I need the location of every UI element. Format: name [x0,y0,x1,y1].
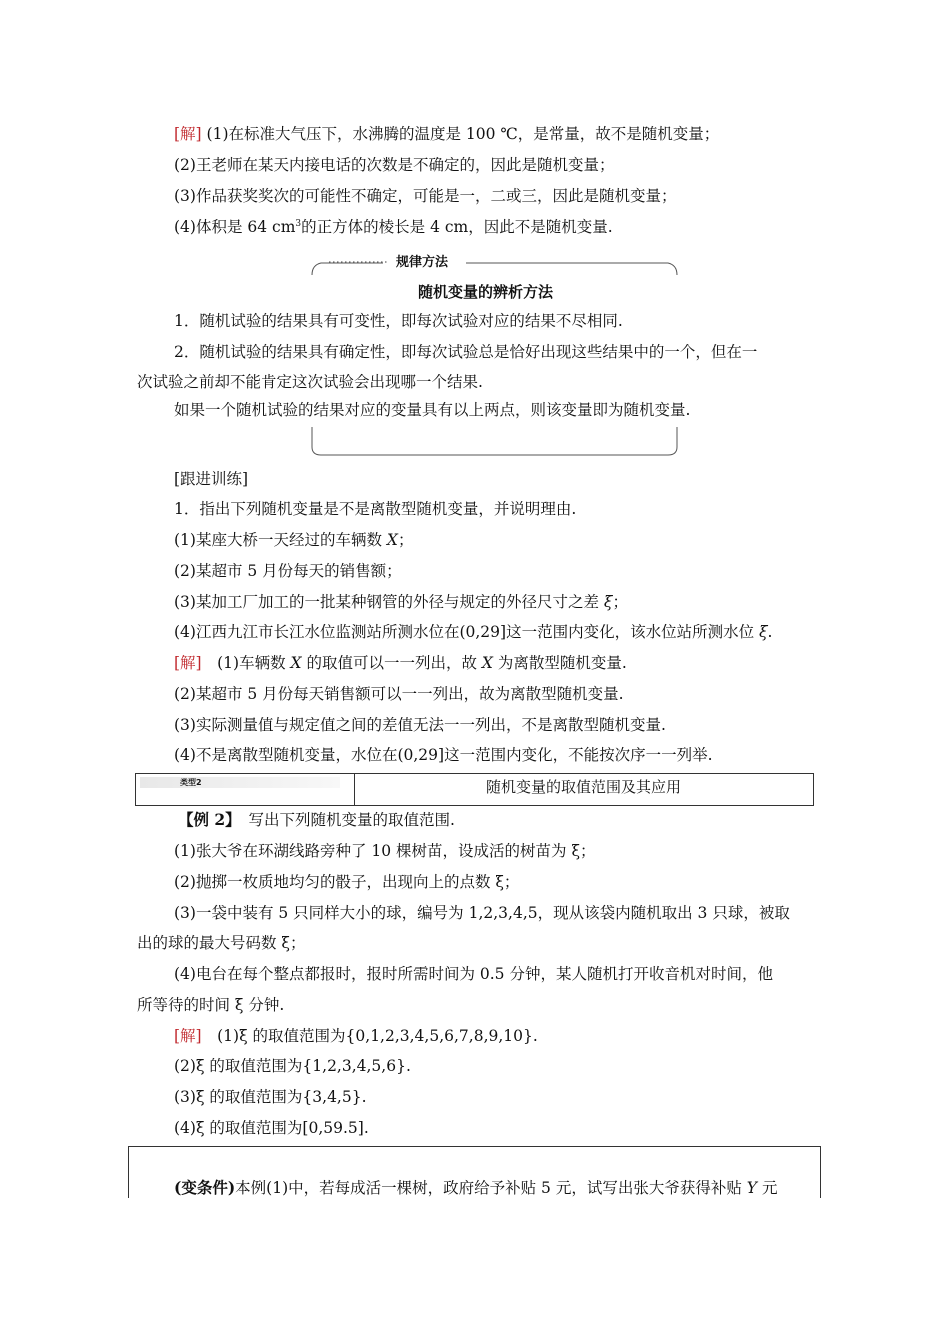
text: ； [397,531,414,549]
example-solution-2: (2)ξ 的取值范围为{1,2,3,4,5,6}. [174,1057,411,1075]
practice-answer-1 [174,653,627,673]
solution-line-4-part-b: 的正方体的棱长是 4 cm，因此不是随机变量. [301,218,613,236]
variant-text [174,1178,777,1198]
practice-heading: [跟进训练] [174,470,249,488]
variable: X [386,531,398,549]
section-header [135,773,814,806]
practice-item-4 [174,622,772,642]
text: 元 [757,1179,778,1197]
superscript: 3 [295,219,302,229]
text: (1)某座大桥一天经过的车辆数 [174,531,387,549]
solution-line-1 [174,124,719,144]
practice-answer-3: (3)实际测量值与规定值之间的差值无法一一列出，不是离散型随机变量. [174,716,666,734]
example-item-4-line-1: (4)电台在每个整点都报时，报时所需时间为 0.5 分钟，某人随机打开收音机对时间，他 [174,965,773,983]
text: 本例(1)中，若每成活一棵树，政府给予补贴 5 元，试写出张大爷获得补贴 [235,1179,747,1197]
solution-text: (1)在标准大气压下，水沸腾的温度是 100 ℃，是常量，故不是随机变量； [206,125,720,143]
practice-item-1 [174,530,413,550]
solution-line-3: (3)作品获奖奖次的可能性不确定，可能是一，二或三，因此是随机变量； [174,187,677,205]
law-title: 随机变量的辨析方法 [418,283,554,301]
text: 写出下列随机变量的取值范围. [232,811,455,829]
example-label: 【例 2】 [178,810,233,829]
solution-tag: [解] [174,1027,202,1045]
variable: Y [746,1179,758,1197]
section-title: 随机变量的取值范围及其应用 [485,778,681,796]
variable: X [481,654,493,672]
text: (1)ξ 的取值范围为{0,1,2,3,4,5,6,7,8,9,10}. [217,1027,538,1045]
law-method-label: 规律方法 [392,251,452,270]
text: (4)江西九江市长江水位监测站所测水位在(0,29]这一范围内变化，该水位站所测水位 [174,623,759,641]
variant-label: (变条件) [174,1178,236,1197]
example-solution-1 [174,1026,538,1046]
solution-tag: [解] [174,654,202,672]
example-item-2: (2)抛掷一枚质地均匀的骰子，出现向上的点数 ξ； [174,873,520,891]
practice-answer-2: (2)某超市 5 月份每天销售额可以一一列出，故为离散型随机变量. [174,685,624,703]
text: (1)车辆数 [217,654,291,672]
variable: ξ [759,623,768,641]
example-2-prompt [178,810,455,830]
variable: X [290,654,302,672]
variable: ξ [603,593,613,611]
text: ； [612,593,628,611]
solution-line-4 [174,217,613,237]
example-solution-3: (3)ξ 的取值范围为{3,4,5}. [174,1088,367,1106]
solution-line-4-part-a: (4)体积是 64 cm [174,218,296,236]
example-item-4-line-2: 所等待的时间 ξ 分钟. [137,996,285,1014]
law-point-2-line-2: 次试验之前却不能肯定这次试验会出现哪一个结果. [137,373,483,391]
law-conclusion: 如果一个随机试验的结果对应的变量具有以上两点，则该变量即为随机变量. [174,401,691,419]
text: 的取值可以一一列出，故 [301,654,482,672]
practice-answer-4: (4)不是离散型随机变量，水位在(0,29]这一范围内变化，不能按次序一一列举. [174,746,713,764]
section-tag-label: 类型2 [180,778,202,787]
section-tag-band [140,777,340,788]
practice-question: 1．指出下列随机变量是不是离散型随机变量，并说明理由. [174,500,577,518]
law-point-2-line-1: 2．随机试验的结果具有确定性，即每次试验总是恰好出现这些结果中的一个，但在一 [174,343,758,361]
example-item-1: (1)张大爷在环湖线路旁种了 10 棵树苗，设成活的树苗为 ξ； [174,842,596,860]
law-point-1: 1．随机试验的结果具有可变性，即每次试验对应的结果不尽相同. [174,312,623,330]
practice-item-2: (2)某超市 5 月份每天的销售额； [174,562,402,580]
example-item-3-line-2: 出的球的最大号码数 ξ； [137,934,306,952]
practice-item-3 [174,592,628,612]
solution-tag: [解] [174,125,202,143]
example-item-3-line-1: (3)一袋中装有 5 只同样大小的球，编号为 1,2,3,4,5，现从该袋内随机取出 3 只球，被取 [174,904,790,922]
example-solution-4: (4)ξ 的取值范围为[0,59.5]. [174,1119,369,1137]
solution-line-2: (2)王老师在某天内接电话的次数是不确定的，因此是随机变量； [174,156,615,174]
text: 为离散型随机变量. [492,654,627,672]
section-tag-cell [136,774,355,805]
text: (3)某加工厂加工的一批某种钢管的外径与规定的外径尺寸之差 [174,593,604,611]
text: . [767,623,773,641]
